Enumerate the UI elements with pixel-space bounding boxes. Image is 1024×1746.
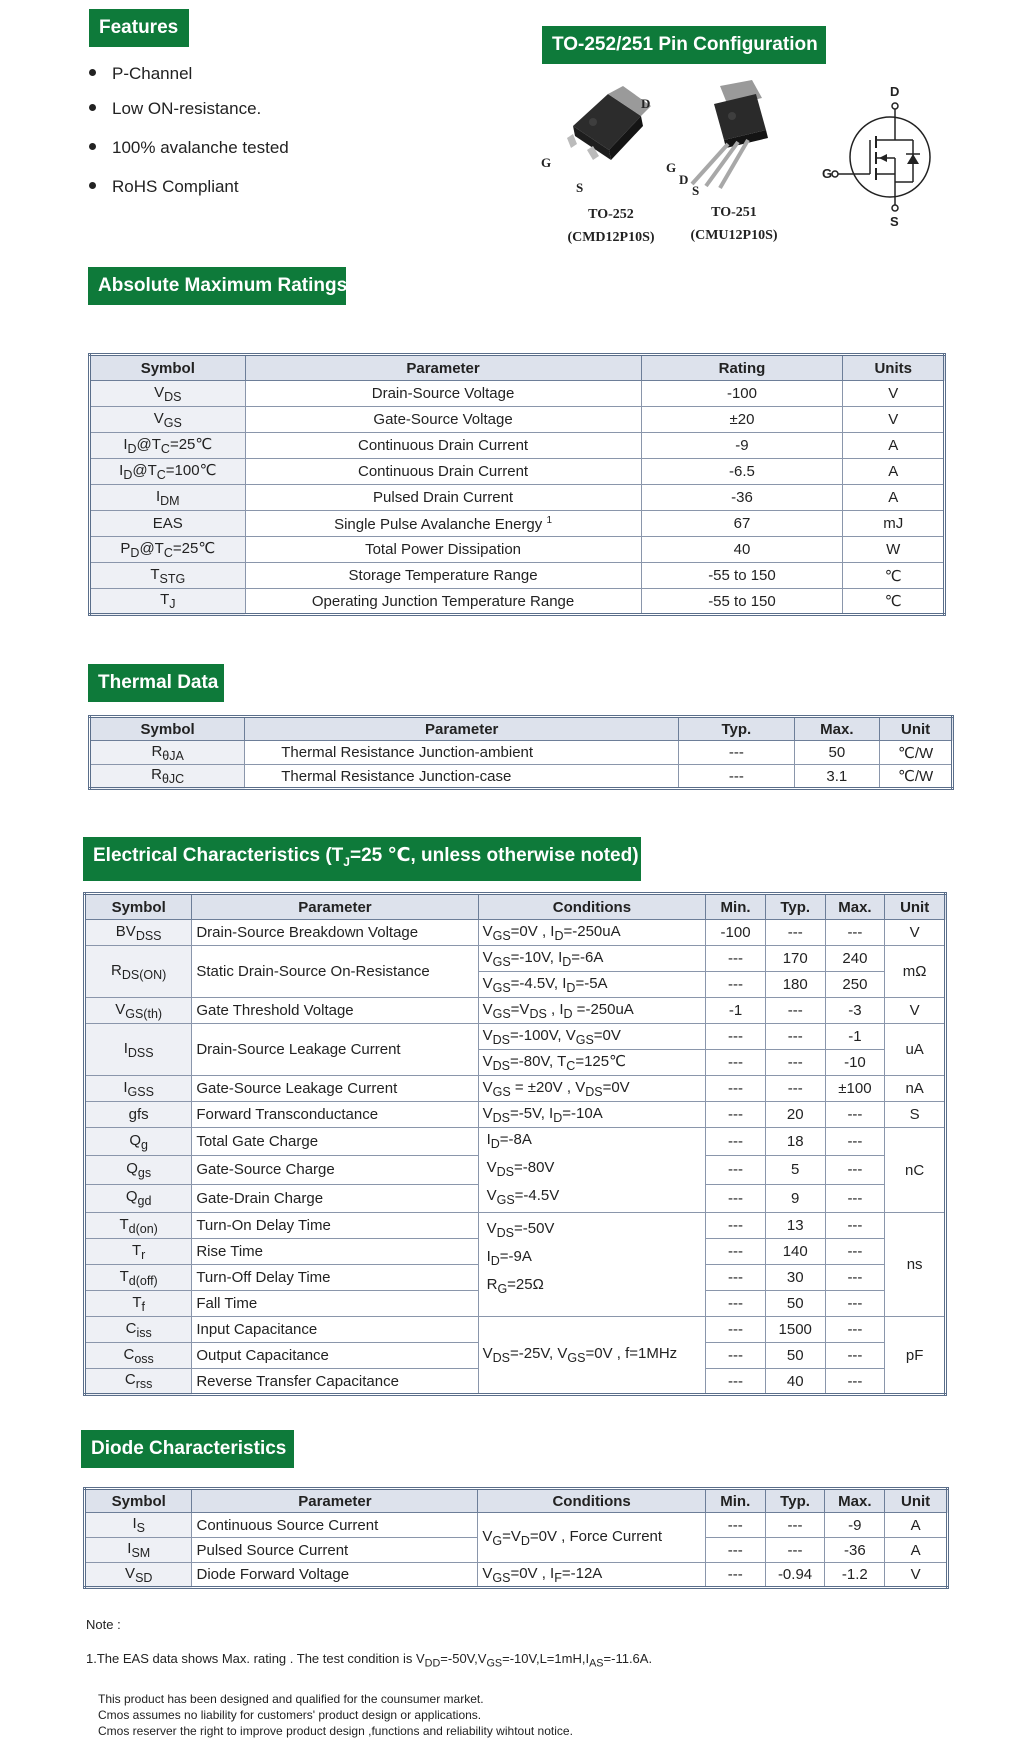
symbol-cell: $I_{DSS}$ — [85, 1024, 192, 1076]
param-text: Single Pulse Avalanche Energy — [334, 515, 543, 533]
symbol-cell: $C_{iss}$ — [85, 1317, 192, 1343]
value-cell: 40 — [641, 537, 843, 563]
col-header: Symbol — [85, 1489, 192, 1513]
param-cell: Total Power Dissipation — [245, 537, 641, 563]
col-header: Rating — [641, 355, 843, 381]
symbol-cell: $P_D@T_C=25℃$ — [90, 537, 246, 563]
condition-cell: $V_{GS}=0V$ , $I_F=-12A$ — [478, 1563, 706, 1588]
unit-cell: V — [885, 998, 946, 1024]
min-cell: --- — [706, 1343, 766, 1369]
param-cell: Gate-Source Charge — [192, 1156, 478, 1184]
col-header: Parameter — [192, 894, 478, 920]
typ-cell: 170 — [765, 946, 825, 972]
table-row — [85, 1102, 946, 1128]
value-cell: 67 — [641, 511, 843, 537]
param-cell: Gate-Source Voltage — [245, 407, 641, 433]
note-text: 1.The EAS data shows Max. rating . The test condition is V — [86, 1651, 425, 1666]
unit-cell: ℃ — [843, 589, 945, 615]
param-cell: Output Capacitance — [192, 1343, 478, 1369]
value-cell: -55 to 150 — [641, 589, 843, 615]
to251-name: TO-251 — [711, 205, 757, 220]
table-row — [90, 765, 953, 789]
table-row — [85, 1024, 946, 1050]
typ-cell: --- — [765, 1076, 825, 1102]
col-header: Parameter — [245, 355, 641, 381]
typ-cell: 5 — [765, 1156, 825, 1184]
param-cell: Storage Temperature Range — [245, 563, 641, 589]
unit-cell: V — [885, 920, 946, 946]
unit-cell: uA — [885, 1024, 946, 1076]
table-row — [85, 998, 946, 1024]
table-header-row — [85, 1489, 948, 1513]
symbol-cell: $T_f$ — [85, 1291, 192, 1317]
max-cell: --- — [825, 1156, 885, 1184]
footnote-ref: 1 — [546, 514, 553, 526]
bullet-icon — [89, 104, 96, 111]
unit-cell: ℃/W — [880, 765, 953, 789]
min-cell: --- — [705, 1563, 765, 1588]
typ-cell: --- — [765, 998, 825, 1024]
table-header-row — [90, 717, 953, 741]
abs-max-table — [88, 353, 946, 616]
table-row — [85, 1513, 948, 1538]
max-cell: --- — [825, 1343, 885, 1369]
typ-cell: 40 — [765, 1369, 825, 1395]
feature-item — [89, 177, 239, 197]
abs-max-heading: Absolute Maximum Ratings — [88, 267, 346, 305]
min-cell: -1 — [706, 998, 766, 1024]
param-cell: Pulsed Drain Current — [245, 485, 641, 511]
condition-cell: $V_{GS}=-10V$, $I_D=-6A$ — [478, 946, 706, 972]
table-row — [90, 381, 945, 407]
unit-cell: ns — [885, 1213, 946, 1317]
symbol-cell: $I_D@T_C=25℃$ — [90, 433, 246, 459]
col-header: Unit — [885, 1489, 948, 1513]
schematic-label-g: G — [822, 166, 833, 181]
col-header: Typ. — [765, 894, 825, 920]
pin-config-heading: TO-252/251 Pin Configuration — [542, 26, 826, 64]
min-cell: --- — [706, 1156, 766, 1184]
symbol-cell: $V_{DS}$ — [90, 381, 246, 407]
max-cell: -1.2 — [825, 1563, 885, 1588]
param-cell: Gate Threshold Voltage — [192, 998, 478, 1024]
disclaimer-line: Cmos reserver the right to improve product design ,functions and reliability wihtout notice. — [98, 1724, 573, 1738]
min-cell: --- — [706, 1213, 766, 1239]
electrical-heading — [83, 837, 641, 881]
table-row — [85, 920, 946, 946]
diode-table — [83, 1487, 949, 1589]
min-cell: --- — [705, 1538, 765, 1563]
param-cell: Gate-Source Leakage Current — [192, 1076, 478, 1102]
max-cell: -3 — [825, 998, 885, 1024]
param-cell: Drain-Source Voltage — [245, 381, 641, 407]
to252-name: TO-252 — [588, 207, 634, 222]
heading-sub: J — [343, 854, 350, 869]
value-cell: ±20 — [641, 407, 843, 433]
bullet-icon — [89, 69, 96, 76]
symbol-cell: $I_D@T_C=100℃$ — [90, 459, 246, 485]
table-row — [90, 537, 945, 563]
symbol-cell: $C_{oss}$ — [85, 1343, 192, 1369]
min-cell: --- — [706, 1102, 766, 1128]
max-cell: -36 — [825, 1538, 885, 1563]
col-header: Typ. — [679, 717, 794, 741]
value-cell: -36 — [641, 485, 843, 511]
min-cell: --- — [706, 1184, 766, 1212]
param-cell: Total Gate Charge — [192, 1128, 478, 1156]
max-cell: 50 — [794, 741, 880, 765]
min-cell: --- — [706, 972, 766, 998]
max-cell: --- — [825, 1265, 885, 1291]
param-cell: Reverse Transfer Capacitance — [192, 1369, 478, 1395]
note-1: 1.The EAS data shows Max. rating . The test condition is $V_{DD}=-50V,V_{GS}=-10V,L=1mH,I_{AS}=-11.6A$. — [86, 1651, 653, 1670]
max-cell: 240 — [825, 946, 885, 972]
table-row — [90, 459, 945, 485]
col-header: Max. — [794, 717, 880, 741]
unit-cell: V — [843, 381, 945, 407]
table-header-row — [85, 894, 946, 920]
symbol-cell: $Q_g$ — [85, 1128, 192, 1156]
feature-text: Low ON-resistance. — [112, 99, 262, 118]
symbol-cell: $I_{GSS}$ — [85, 1076, 192, 1102]
param-cell: Turn-On Delay Time — [192, 1213, 478, 1239]
col-header: Unit — [880, 717, 953, 741]
typ-cell: --- — [765, 1513, 825, 1538]
condition-cell: $I_D=-8A$ $V_{DS}=-80V$ $V_{GS}=-4.5V$ — [478, 1128, 706, 1213]
features-heading: Features — [89, 9, 189, 47]
col-header: Symbol — [90, 717, 245, 741]
to251-part: (CMU12P10S) — [690, 228, 778, 243]
typ-cell: 140 — [765, 1239, 825, 1265]
param-cell: Fall Time — [192, 1291, 478, 1317]
col-header: Symbol — [90, 355, 246, 381]
unit-cell: nA — [885, 1076, 946, 1102]
symbol-cell: $T_{STG}$ — [90, 563, 246, 589]
symbol-cell: $T_J$ — [90, 589, 246, 615]
min-cell: --- — [706, 946, 766, 972]
unit-cell: A — [843, 433, 945, 459]
unit-cell: W — [843, 537, 945, 563]
symbol-cell: $T_r$ — [85, 1239, 192, 1265]
col-header: Parameter — [192, 1489, 478, 1513]
typ-cell: 20 — [765, 1102, 825, 1128]
col-header: Units — [843, 355, 945, 381]
max-cell: --- — [825, 1213, 885, 1239]
pin-label-s: S — [692, 183, 700, 198]
unit-cell: V — [843, 407, 945, 433]
param-cell: Diode Forward Voltage — [192, 1563, 478, 1588]
col-header: Min. — [706, 894, 766, 920]
symbol-cell: $V_{SD}$ — [85, 1563, 192, 1588]
to252-part: (CMD12P10S) — [567, 230, 655, 245]
bullet-icon — [89, 182, 96, 189]
feature-item — [89, 138, 289, 158]
schematic-label-d: D — [890, 84, 900, 99]
table-row — [90, 485, 945, 511]
symbol-cell: $V_{GS(th)}$ — [85, 998, 192, 1024]
typ-cell: 9 — [765, 1184, 825, 1212]
param-cell: Continuous Source Current — [192, 1513, 478, 1538]
max-cell: --- — [825, 1239, 885, 1265]
typ-cell: 13 — [765, 1213, 825, 1239]
condition-cell: $V_{DS}=-100V$, $V_{GS}=0V$ — [478, 1024, 706, 1050]
condition-cell: $V_{DS}=-50V$ $I_D=-9A$ $R_G=25\Omega$ — [478, 1213, 706, 1317]
min-cell: --- — [706, 1076, 766, 1102]
typ-cell: 50 — [765, 1343, 825, 1369]
feature-item — [89, 64, 192, 84]
table-row — [90, 741, 953, 765]
param-cell: Continuous Drain Current — [245, 433, 641, 459]
pin-label-d: D — [679, 172, 689, 187]
max-cell: --- — [825, 1317, 885, 1343]
typ-cell: 18 — [765, 1128, 825, 1156]
param-cell: Pulsed Source Current — [192, 1538, 478, 1563]
symbol-cell: $R_{DS(ON)}$ — [85, 946, 192, 998]
unit-cell: A — [843, 485, 945, 511]
max-cell: --- — [825, 1184, 885, 1212]
feature-text: 100% avalanche tested — [112, 138, 289, 157]
max-cell: --- — [825, 1128, 885, 1156]
symbol-cell: $V_{GS}$ — [90, 407, 246, 433]
param-cell: Operating Junction Temperature Range — [245, 589, 641, 615]
feature-text: P-Channel — [112, 64, 193, 83]
unit-cell: V — [885, 1563, 948, 1588]
param-cell: Drain-Source Breakdown Voltage — [192, 920, 478, 946]
feature-text: RoHS Compliant — [112, 177, 239, 196]
typ-cell: --- — [765, 1024, 825, 1050]
col-header: Parameter — [245, 717, 679, 741]
param-cell: Input Capacitance — [192, 1317, 478, 1343]
param-cell: Continuous Drain Current — [245, 459, 641, 485]
unit-cell: S — [885, 1102, 946, 1128]
min-cell: --- — [706, 1239, 766, 1265]
thermal-table — [88, 715, 954, 790]
disclaimer-line: Cmos assumes no liability for customers' product design or applications. — [98, 1708, 482, 1722]
condition-cell: $V_{DS}=-25V$, $V_{GS}=0V$ , f=1MHz — [478, 1317, 706, 1395]
condition-cell: $V_{GS} = \pm 20V$ , $V_{DS}=0V$ — [478, 1076, 706, 1102]
value-cell: -100 — [641, 381, 843, 407]
heading-text: =25 ℃, unless otherwise noted) — [349, 845, 639, 866]
symbol-cell: $I_{DM}$ — [90, 485, 246, 511]
param-cell: Drain-Source Leakage Current — [192, 1024, 478, 1076]
unit-cell: pF — [885, 1317, 946, 1395]
value-cell: -6.5 — [641, 459, 843, 485]
typ-cell: -0.94 — [765, 1563, 825, 1588]
min-cell: --- — [706, 1024, 766, 1050]
symbol-cell: EAS — [90, 511, 246, 537]
symbol-cell: $BV_{DSS}$ — [85, 920, 192, 946]
value-cell: -9 — [641, 433, 843, 459]
thermal-heading: Thermal Data — [88, 664, 224, 702]
param-cell: Forward Transconductance — [192, 1102, 478, 1128]
bullet-icon — [89, 143, 96, 150]
condition-cell: $V_{DS}=-80V$, $T_C=125℃$ — [478, 1050, 706, 1076]
table-header-row — [90, 355, 945, 381]
symbol-cell: $R_{\theta JA}$ — [90, 741, 245, 765]
unit-cell: mJ — [843, 511, 945, 537]
typ-cell: --- — [679, 765, 794, 789]
symbol-cell: $R_{\theta JC}$ — [90, 765, 245, 789]
condition-cell: $V_G=V_D=0V$ , Force Current — [478, 1513, 706, 1563]
condition-cell: $V_{GS}=V_{DS}$ , $I_D =-250uA$ — [478, 998, 706, 1024]
typ-cell: --- — [765, 1538, 825, 1563]
condition-cell: $V_{GS}=-4.5V$, $I_D=-5A$ — [478, 972, 706, 998]
typ-cell: --- — [765, 1050, 825, 1076]
max-cell: 3.1 — [794, 765, 880, 789]
typ-cell: 30 — [765, 1265, 825, 1291]
min-cell: -100 — [706, 920, 766, 946]
col-header: Unit — [885, 894, 946, 920]
typ-cell: 50 — [765, 1291, 825, 1317]
unit-cell: A — [885, 1538, 948, 1563]
symbol-cell: $I_{SM}$ — [85, 1538, 192, 1563]
condition-cell: $V_{DS}=-5V$, $I_D=-10A$ — [478, 1102, 706, 1128]
value-cell: -55 to 150 — [641, 563, 843, 589]
min-cell: --- — [705, 1513, 765, 1538]
symbol-cell: $Q_{gs}$ — [85, 1156, 192, 1184]
min-cell: --- — [706, 1369, 766, 1395]
max-cell: ±100 — [825, 1076, 885, 1102]
param-cell: Turn-Off Delay Time — [192, 1265, 478, 1291]
pin-label-d: D — [641, 96, 651, 111]
max-cell: --- — [825, 1102, 885, 1128]
min-cell: --- — [706, 1128, 766, 1156]
typ-cell: 1500 — [765, 1317, 825, 1343]
typ-cell: 180 — [765, 972, 825, 998]
max-cell: --- — [825, 920, 885, 946]
feature-item — [89, 99, 261, 119]
pin-label-s: S — [576, 180, 584, 195]
max-cell: 250 — [825, 972, 885, 998]
symbol-cell: $T_{d(on)}$ — [85, 1213, 192, 1239]
param-cell: Static Drain-Source On-Resistance — [192, 946, 478, 998]
unit-cell: A — [885, 1513, 948, 1538]
diode-heading: Diode Characteristics — [81, 1430, 294, 1468]
typ-cell: --- — [765, 920, 825, 946]
typ-cell: --- — [679, 741, 794, 765]
col-header: Symbol — [85, 894, 192, 920]
col-header: Max. — [825, 1489, 885, 1513]
table-row — [90, 563, 945, 589]
max-cell: -9 — [825, 1513, 885, 1538]
table-row — [90, 433, 945, 459]
disclaimer-line: This product has been designed and qualified for the counsumer market. — [98, 1692, 484, 1706]
min-cell: --- — [706, 1050, 766, 1076]
table-row — [85, 1563, 948, 1588]
table-row — [90, 589, 945, 615]
table-row — [85, 1128, 946, 1156]
col-header: Conditions — [478, 1489, 706, 1513]
max-cell: --- — [825, 1369, 885, 1395]
param-cell: Thermal Resistance Junction-case — [245, 765, 679, 789]
symbol-cell: gfs — [85, 1102, 192, 1128]
max-cell: --- — [825, 1291, 885, 1317]
param-cell: Rise Time — [192, 1239, 478, 1265]
min-cell: --- — [706, 1317, 766, 1343]
unit-cell: ℃/W — [880, 741, 953, 765]
min-cell: --- — [706, 1265, 766, 1291]
unit-cell: nC — [885, 1128, 946, 1213]
table-row — [85, 1213, 946, 1239]
heading-text: Electrical Characteristics (T — [93, 845, 344, 866]
table-row — [85, 946, 946, 972]
table-row — [85, 1317, 946, 1343]
table-row — [90, 407, 945, 433]
unit-cell: ℃ — [843, 563, 945, 589]
electrical-table — [83, 892, 947, 1396]
unit-cell: A — [843, 459, 945, 485]
table-row — [85, 1076, 946, 1102]
symbol-cell: $Q_{gd}$ — [85, 1184, 192, 1212]
table-row — [90, 511, 945, 537]
mosfet-symbol-icon — [815, 82, 935, 232]
schematic-label-s: S — [890, 214, 899, 229]
min-cell: --- — [706, 1291, 766, 1317]
symbol-cell: $T_{d(off)}$ — [85, 1265, 192, 1291]
pin-label-g: G — [666, 160, 677, 175]
col-header: Conditions — [478, 894, 706, 920]
symbol-cell: $I_S$ — [85, 1513, 192, 1538]
condition-cell: $V_{GS}=0V$ , $I_D=-250uA$ — [478, 920, 706, 946]
pin-label-g: G — [541, 155, 552, 170]
col-header: Typ. — [765, 1489, 825, 1513]
col-header: Min. — [705, 1489, 765, 1513]
param-cell: Thermal Resistance Junction-ambient — [245, 741, 679, 765]
symbol-cell: $C_{rss}$ — [85, 1369, 192, 1395]
param-cell: Gate-Drain Charge — [192, 1184, 478, 1212]
col-header: Max. — [825, 894, 885, 920]
unit-cell: mΩ — [885, 946, 946, 998]
max-cell: -1 — [825, 1024, 885, 1050]
max-cell: -10 — [825, 1050, 885, 1076]
to251-package-image — [670, 80, 800, 190]
note-label: Note : — [86, 1617, 121, 1632]
param-cell — [245, 511, 641, 537]
